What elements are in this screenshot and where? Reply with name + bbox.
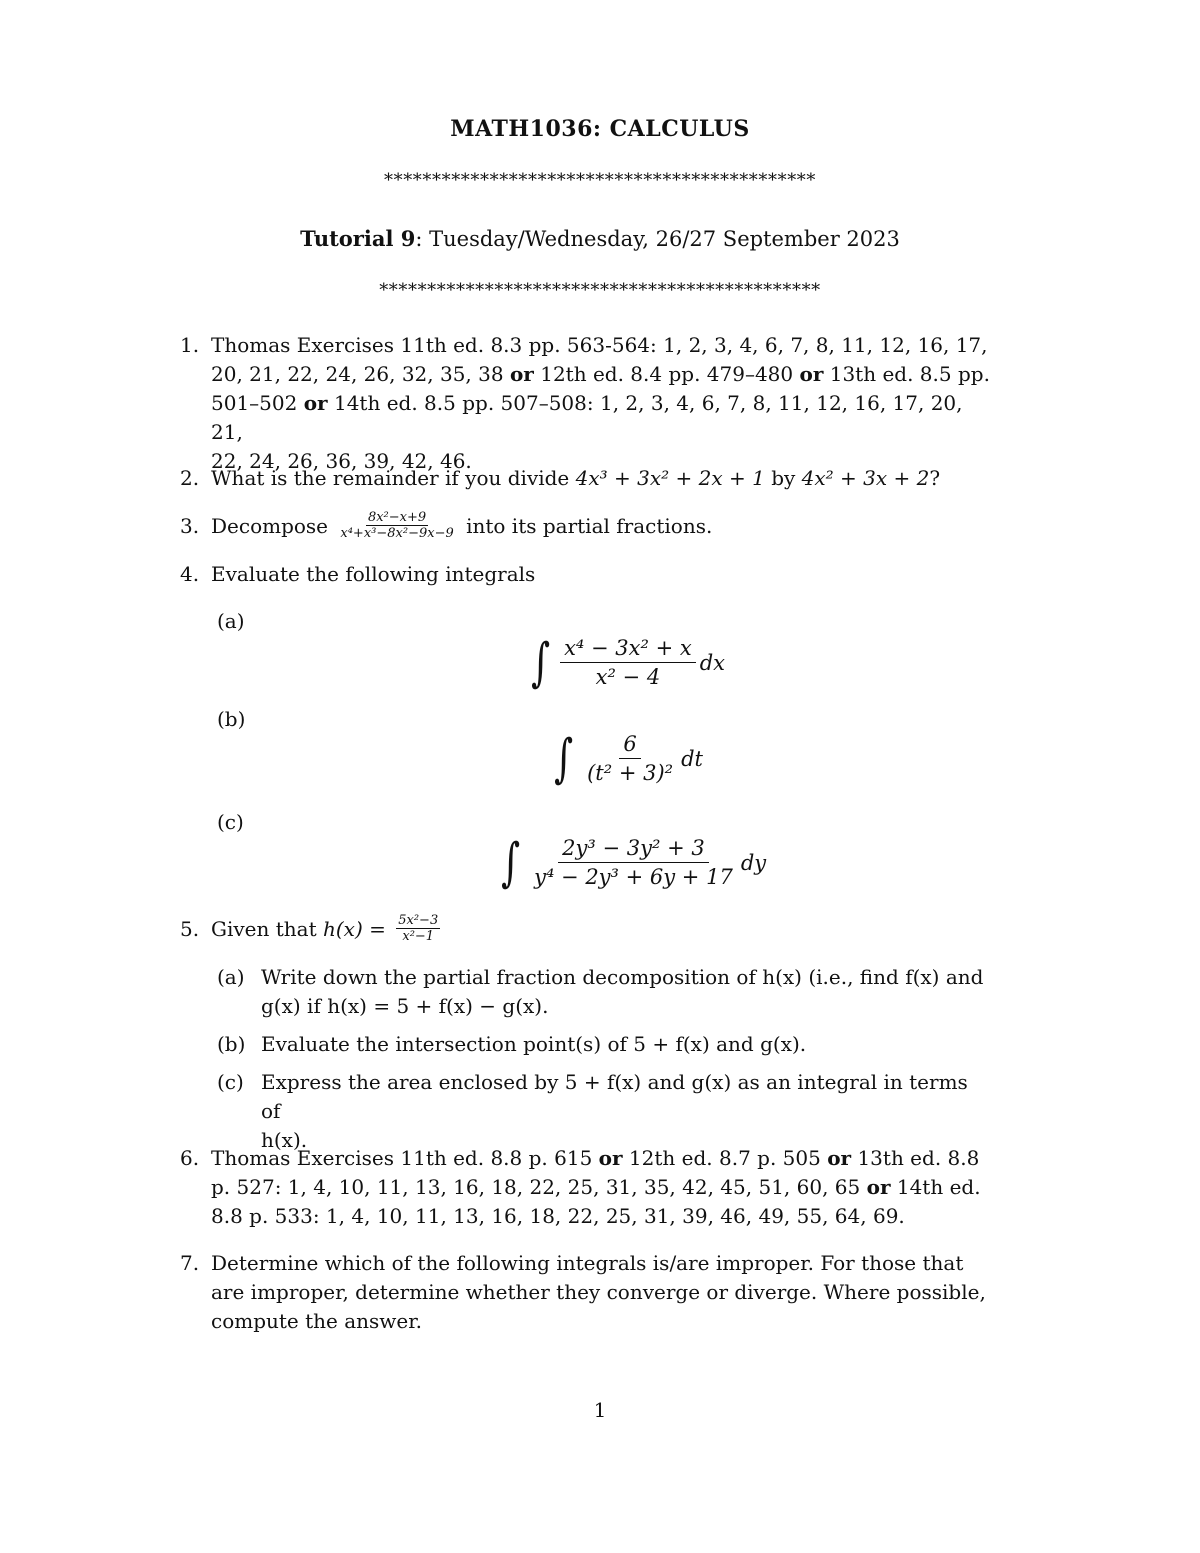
question-4: [180, 560, 992, 589]
question-number: 1.: [180, 333, 200, 357]
question-number: 6.: [180, 1146, 200, 1170]
question-text-line: Decompose $\frac{\text{8x²−x+9}}{\text{x⁴+x³−8x²−9x−9}}$ into its partial fractions.: [211, 510, 713, 541]
page-number: 1: [593, 1398, 607, 1422]
integral-sign-icon: ∫: [531, 632, 551, 693]
question-6: [180, 1144, 992, 1231]
question-text-line: Given that h(x) = $\frac{\text{5x²−3}}{\text{x²−1}}$: [211, 913, 439, 944]
rational-function: $\frac{\text{5x²−3}}{\text{x²−1}}$: [398, 913, 439, 944]
integral-sign-icon: ∫: [501, 832, 521, 893]
tutorial-heading: [0, 226, 1200, 251]
question-5a: (a) Write down the partial fraction decomposition of h(x) (i.e., find f(x) and g(x) if h(x) = 5 + f(x) − g(x).: [217, 965, 984, 1018]
question-number: 3.: [180, 514, 200, 538]
question-number: 5.: [180, 917, 200, 941]
question-3: [180, 512, 992, 543]
integral-c: ∫ $\frac{\text{2y³ − 3y² + 3}}{\text{y⁴ − 2y³ + 6y + 17}}$ dy: [501, 832, 767, 893]
question-7: [180, 1249, 992, 1336]
question-5: [180, 915, 992, 946]
question-text-line: 22, 24, 26, 36, 39, 42, 46.: [211, 449, 472, 473]
question-number: 4.: [180, 562, 200, 586]
polynomial-dividend: 4x³ + 3x² + 2x + 1: [575, 466, 765, 490]
integral-b: ∫ $\frac{6}{\text{(t² + 3)²}}$ dt: [554, 728, 703, 789]
question-text-line: compute the answer.: [211, 1309, 422, 1333]
integral-label-c: (c): [217, 810, 244, 834]
question-2: [180, 464, 992, 493]
question-text-line: 8.8 p. 533: 1, 4, 10, 11, 13, 16, 18, 22, 25, 31, 39, 46, 49, 55, 64, 69.: [211, 1204, 905, 1228]
question-text-line: Determine which of the following integrals is/are improper. For those that: [211, 1251, 964, 1275]
integral-sign-icon: ∫: [554, 728, 574, 789]
question-text-line: Thomas Exercises 11th ed. 8.3 pp. 563-564: 1, 2, 3, 4, 6, 7, 8, 11, 12, 16, 17,: [211, 333, 988, 357]
question-text-line: 501–502 or 14th ed. 8.5 pp. 507–508: 1, 2, 3, 4, 6, 7, 8, 11, 12, 16, 17, 20, 21,: [211, 391, 963, 444]
separator-stars-top: *********************************************: [384, 170, 816, 191]
integral-a: ∫ $\frac{\text{x⁴ − 3x² + x}}{\text{x² − 4}}$ dx: [531, 632, 726, 693]
question-1: [180, 331, 992, 476]
question-5c: (c) Express the area enclosed by 5 + f(x) and g(x) as an integral in terms of h(x).: [217, 1070, 968, 1152]
integral-label-b: (b): [217, 707, 246, 731]
question-number: 2.: [180, 466, 200, 490]
tutorial-label: Tutorial 9: [300, 226, 416, 251]
polynomial-divisor: 4x² + 3x + 2: [801, 466, 930, 490]
question-text-line: Evaluate the following integrals: [211, 562, 536, 586]
tutorial-date: : Tuesday/Wednesday, 26/27 September 2023: [415, 227, 900, 251]
question-text-line: Thomas Exercises 11th ed. 8.8 p. 615 or 12th ed. 8.7 p. 505 or 13th ed. 8.8: [211, 1146, 980, 1170]
question-text-line: are improper, determine whether they converge or diverge. Where possible,: [211, 1280, 986, 1304]
rational-function: $\frac{\text{8x²−x+9}}{\text{x⁴+x³−8x²−9x−9}}$: [340, 510, 454, 541]
separator-stars-bottom: **********************************************: [379, 280, 821, 301]
integral-label-a: (a): [217, 609, 245, 633]
question-text-line: 20, 21, 22, 24, 26, 32, 35, 38 or 12th ed. 8.4 pp. 479–480 or 13th ed. 8.5 pp.: [211, 362, 990, 386]
course-title: MATH1036: CALCULUS: [450, 116, 750, 142]
question-number: 7.: [180, 1251, 200, 1275]
question-5b: (b) Evaluate the intersection point(s) of 5 + f(x) and g(x).: [217, 1032, 807, 1056]
question-text-line: p. 527: 1, 4, 10, 11, 13, 16, 18, 22, 25, 31, 35, 42, 45, 51, 60, 65 or 14th ed.: [211, 1175, 981, 1199]
question-text-line: What is the remainder if you divide 4x³ + 3x² + 2x + 1 by 4x² + 3x + 2?: [211, 466, 941, 490]
